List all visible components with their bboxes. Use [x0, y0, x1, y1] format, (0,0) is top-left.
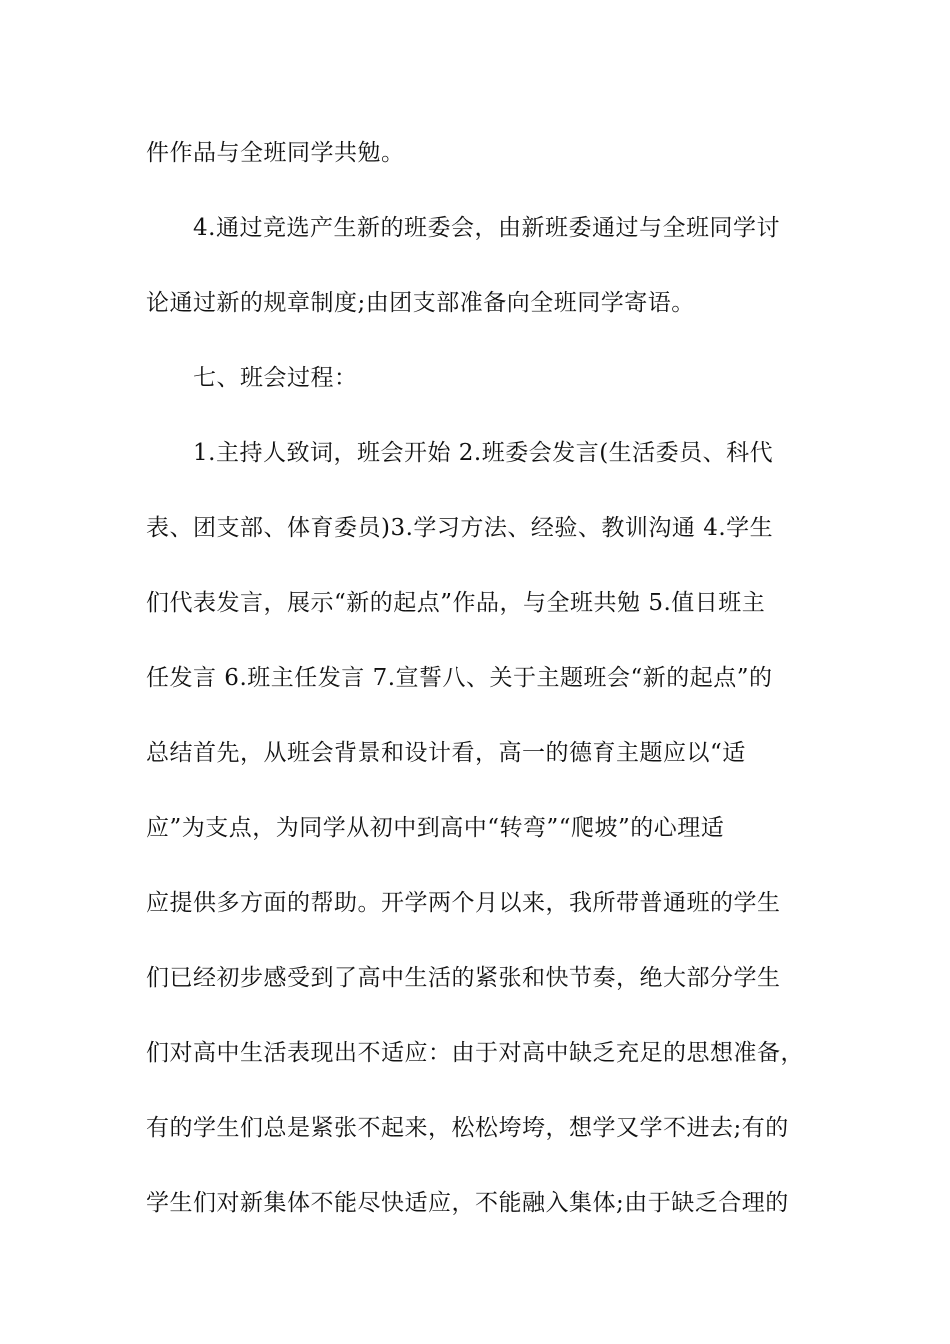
text-line: 总结首先，从班会背景和设计看，高一的德育主题应以“适: [146, 740, 746, 766]
text-line: 件作品与全班同学共勉。: [146, 140, 405, 166]
text-line: 4.通过竞选产生新的班委会，由新班委通过与全班同学讨: [193, 215, 780, 241]
text-line: 们代表发言，展示“新的起点”作品，与全班共勉 5.值日班主: [146, 590, 766, 616]
section-heading: 七、班会过程：: [193, 365, 358, 391]
text-line: 应提供多方面的帮助。开学两个月以来，我所带普通班的学生: [146, 890, 781, 916]
text-line: 应”为支点，为同学从初中到高中“转弯”“爬坡”的心理适: [146, 815, 725, 841]
text-line: 表、团支部、体育委员)3.学习方法、经验、教训沟通 4.学生: [146, 515, 774, 541]
text-line: 论通过新的规章制度;由团支部准备向全班同学寄语。: [146, 290, 695, 316]
text-line: 有的学生们总是紧张不起来，松松垮垮，想学又学不进去;有的: [146, 1115, 789, 1141]
text-line: 们对高中生活表现出不适应：由于对高中缺乏充足的思想准备，: [146, 1040, 804, 1066]
text-line: 1.主持人致词，班会开始 2.班委会发言(生活委员、科代: [193, 440, 774, 466]
text-line: 学生们对新集体不能尽快适应，不能融入集体;由于缺乏合理的: [146, 1190, 789, 1216]
text-line: 任发言 6.班主任发言 7.宣誓八、关于主题班会“新的起点”的: [146, 665, 773, 691]
text-line: 们已经初步感受到了高中生活的紧张和快节奏，绝大部分学生: [146, 965, 781, 991]
